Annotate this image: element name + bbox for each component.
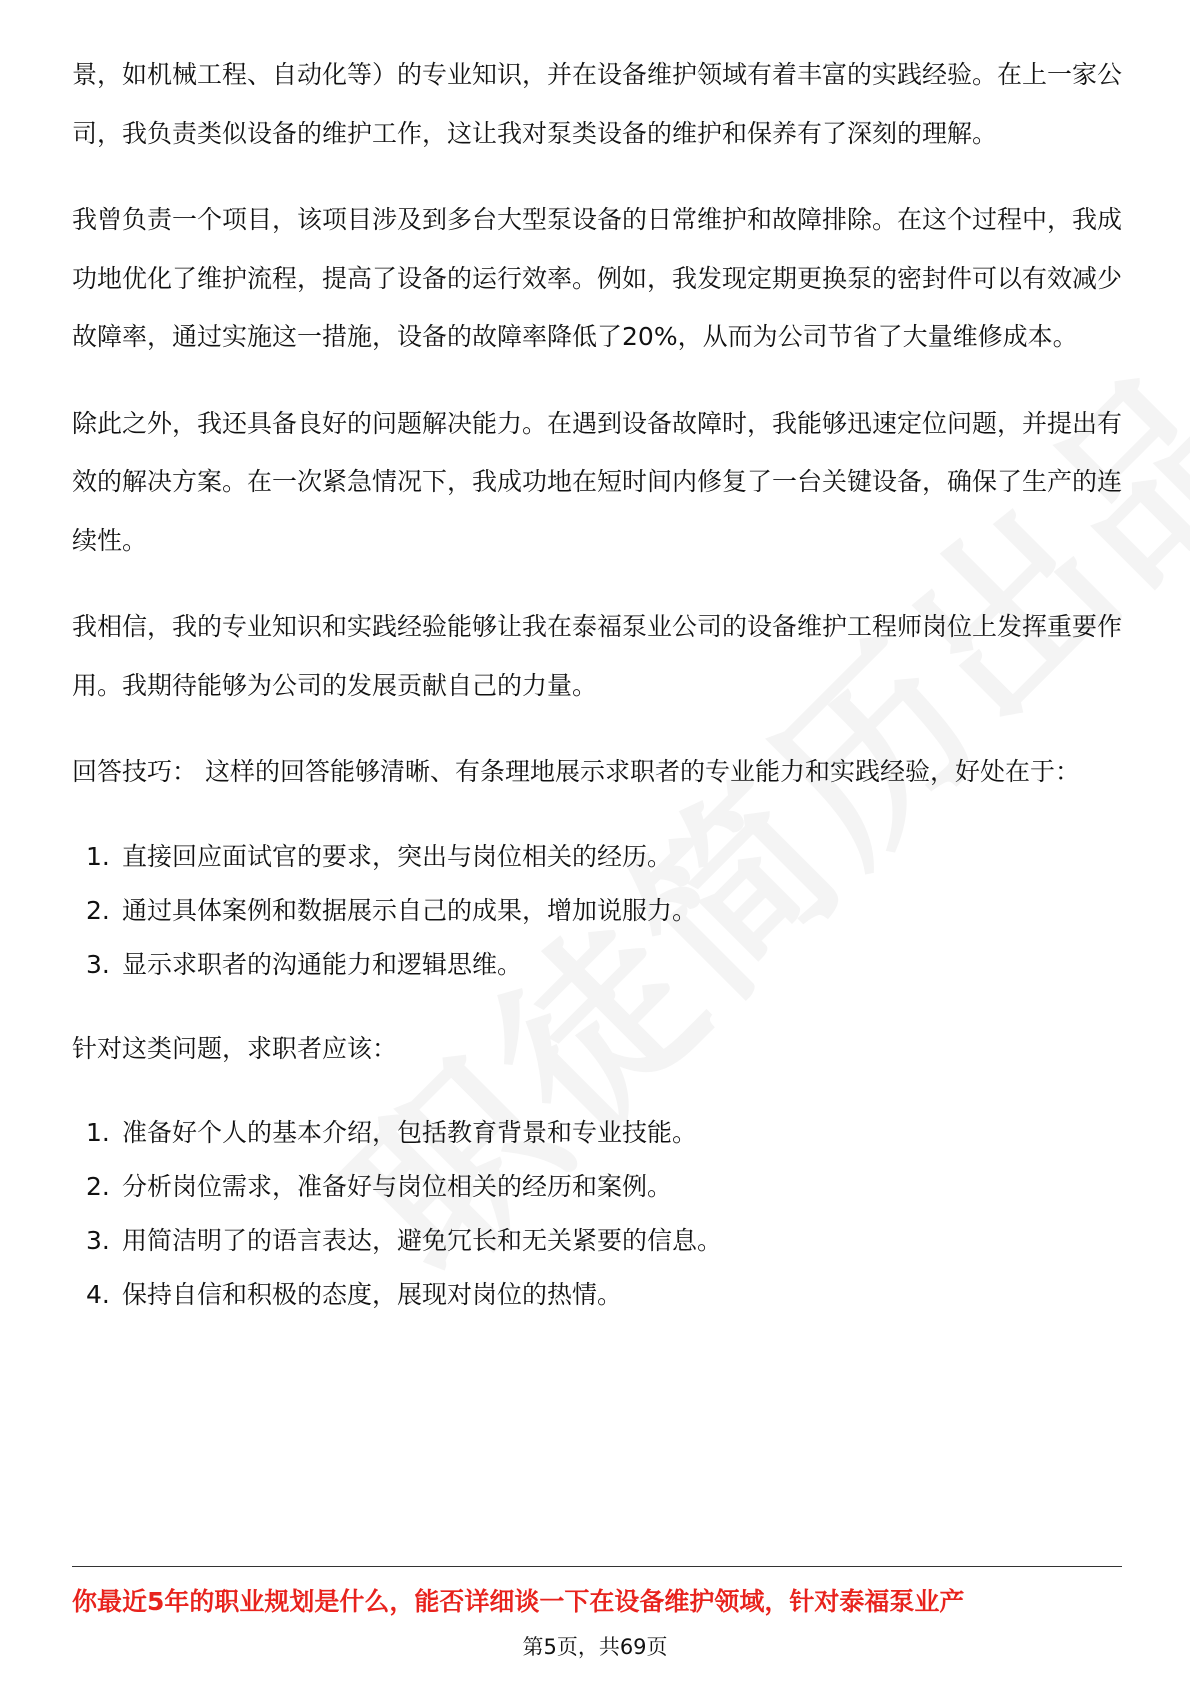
advice-list	[72, 1106, 1122, 1322]
list-item	[86, 1214, 1122, 1268]
list-item-number: 2.	[86, 1172, 110, 1201]
list-item-number: 2.	[86, 895, 110, 925]
list-item	[86, 1106, 1122, 1160]
paragraph-project: 我曾负责一个项目，该项目涉及到多台大型泵设备的日常维护和故障排除。在这个过程中，我成功地优化了维护流程，提高了设备的运行效率。例如，我发现定期更换泵的密封件可以有效减少故障率，通过实施这一措施，设备的故障率降低了20%，从而为公司节省了大量维修成本。	[72, 205, 1123, 351]
list-item	[86, 1268, 1122, 1322]
list-item-text: 保持自信和积极的态度，展现对岗位的热情。	[122, 1280, 623, 1309]
tips-intro: 回答技巧： 这样的回答能够清晰、有条理地展示求职者的专业能力和实践经验，好处在于：	[72, 757, 1080, 786]
paragraph-problem-solving: 除此之外，我还具备良好的问题解决能力。在遇到设备故障时，我能够迅速定位问题，并提出有效的解决方案。在一次紧急情况下，我成功地在短时间内修复了一台关键设备，确保了生产的连续性。	[72, 408, 1123, 555]
paragraph-conclusion: 我相信，我的专业知识和实践经验能够让我在泰福泵业公司的设备维护工程师岗位上发挥重要作用。我期待能够为公司的发展贡献自己的力量。	[72, 612, 1123, 700]
list-item-number: 1.	[86, 841, 110, 871]
list-item-text: 直接回应面试官的要求，突出与岗位相关的经历。	[122, 841, 673, 871]
list-item-number: 4.	[86, 1280, 110, 1309]
page-number: 第5页，共69页	[522, 1635, 668, 1659]
list-item-number: 1.	[86, 1118, 110, 1147]
tips-list	[72, 830, 1122, 992]
list-item-text: 准备好个人的基本介绍，包括教育背景和专业技能。	[122, 1118, 698, 1147]
list-item	[86, 830, 1122, 884]
list-item-text: 通过具体案例和数据展示自己的成果，增加说服力。	[122, 895, 698, 925]
list-item	[86, 884, 1122, 938]
paragraph-background: 景，如机械工程、自动化等）的专业知识，并在设备维护领域有着丰富的实践经验。在上一家公司，我负责类似设备的维护工作，这让我对泵类设备的维护和保养有了深刻的理解。	[72, 60, 1123, 148]
list-item-number: 3.	[86, 949, 110, 979]
advice-intro: 针对这类问题，求职者应该：	[72, 1033, 398, 1063]
list-item	[86, 938, 1122, 992]
list-item-text: 用简洁明了的语言表达，避免冗长和无关紧要的信息。	[122, 1226, 723, 1255]
list-item	[86, 1160, 1122, 1214]
list-item-text: 显示求职者的沟通能力和逻辑思维。	[122, 949, 523, 979]
list-item-number: 3.	[86, 1226, 110, 1255]
page-content	[72, 46, 1122, 1350]
footer-divider	[72, 1566, 1122, 1567]
list-item-text: 分析岗位需求，准备好与岗位相关的经历和案例。	[122, 1172, 673, 1201]
next-question-heading: 你最近5年的职业规划是什么，能否详细谈一下在设备维护领域，针对泰福泵业产	[72, 1587, 965, 1616]
